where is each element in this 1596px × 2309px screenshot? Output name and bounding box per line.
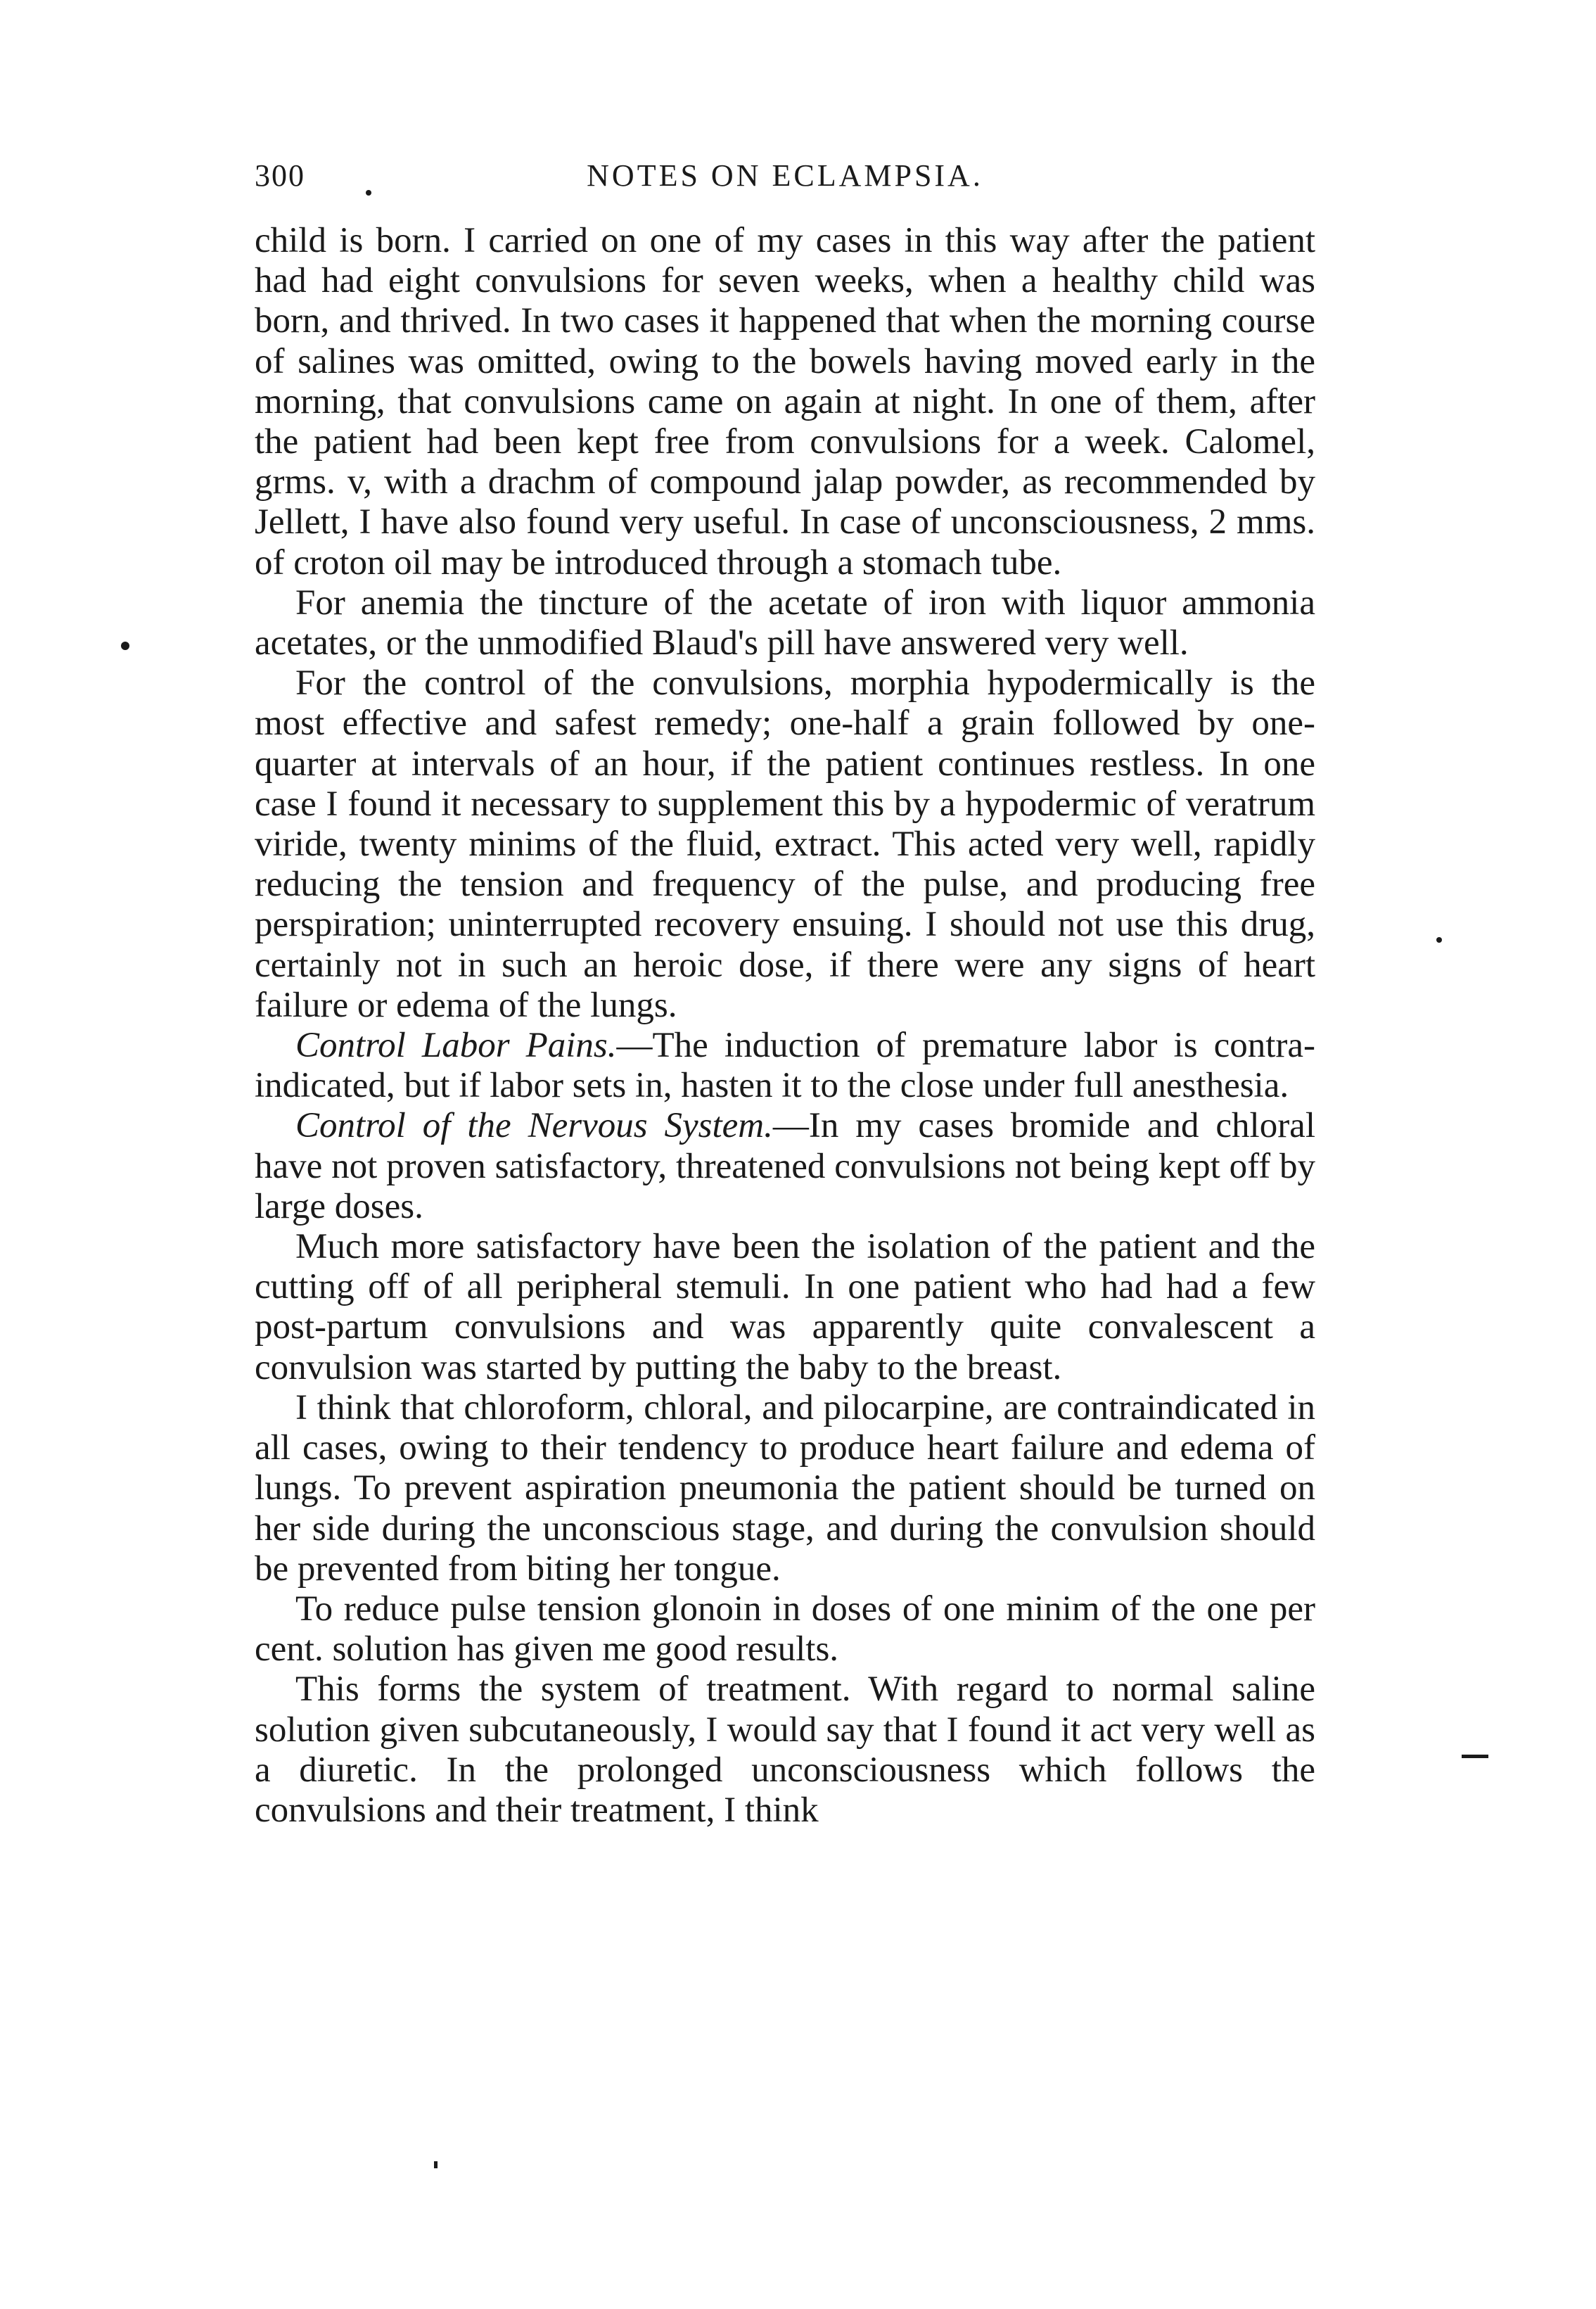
paragraph-contraindications: I think that chloroform, chloral, and pilocarpine, are contraindicated in all cases, owing to their tendency to produce heart failure and edema of lungs. To prevent aspiration pneumonia the patient should be turned on her side during the unconscious stage, and during the convulsion should be prevented from biting her tongue. <box>255 1387 1315 1589</box>
paragraph-continuation: child is born. I carried on one of my cases in this way after the patient had had eight convulsions for seven weeks, when a healthy child was born, and thrived. In two cases it happened that when the morning course of salines was omitted, owing to the bowels having moved early in the morning, that convulsions came on again at night. In one of them, after the patient had been kept free from convulsions for a week. Calomel, grms. v, with a drachm of compound jalap powder, as recommended by Jellett, I have also found very useful. In case of unconsciousness, 2 mms. of croton oil may be introduced through a stomach tube. <box>255 221 1315 583</box>
paragraph-treatment-system: This forms the system of treatment. With regard to normal saline solution given subcutaneously, I would say that I found it act very well as a diuretic. In the prolonged unconsciousness which follows the convulsions and their treatment, I think <box>255 1669 1315 1830</box>
paragraph-labor-pains: Control Labor Pains.—The induction of premature labor is contra-indicated, but if labor sets in, hasten it to the close under full anesthesia. <box>255 1026 1315 1106</box>
paragraph-convulsion-control: For the control of the convulsions, morphia hypodermically is the most effective and safest remedy; one-half a grain followed by one-quarter at intervals of an hour, if the patient continues restless. In one case I found it necessary to supplement this by a hypodermic of veratrum viride, twenty minims of the fluid, extract. This acted very well, rapidly reducing the tension and frequency of the pulse, and producing free perspiration; uninterrupted recovery ensuing. I should not use this drug, certainly not in such an heroic dose, if there were any signs of heart failure or edema of the lungs. <box>255 663 1315 1025</box>
section-heading: Control Labor Pains. <box>295 1026 617 1066</box>
scan-dash <box>1462 1755 1488 1758</box>
scan-speck <box>121 642 129 650</box>
paragraph-anemia: For anemia the tincture of the acetate of iron with liquor ammonia acetates, or the unmodified Blaud's pill have answered very well. <box>255 583 1315 663</box>
body-text <box>255 221 1315 1831</box>
scan-speck <box>366 190 371 196</box>
paragraph-glonoin: To reduce pulse tension glonoin in doses of one minim of the one per cent. solution has given me good results. <box>255 1589 1315 1669</box>
paragraph-isolation: Much more satisfactory have been the isolation of the patient and the cutting off of all peripheral stemuli. In one patient who had had a few post-partum convulsions and was apparently quite convalescent a convulsion was started by putting the baby to the breast. <box>255 1227 1315 1387</box>
page-number: 300 <box>255 158 305 193</box>
scan-speck <box>1436 937 1442 943</box>
page-header <box>255 158 1315 200</box>
paragraph-nervous-system: Control of the Nervous System.—In my cases bromide and chloral have not proven satisfactory, threatened convulsions not being kept off by large doses. <box>255 1106 1315 1226</box>
running-title: NOTES ON ECLAMPSIA. <box>587 158 983 193</box>
scan-speck <box>434 2161 438 2168</box>
section-heading: Control of the Nervous System. <box>295 1106 773 1146</box>
